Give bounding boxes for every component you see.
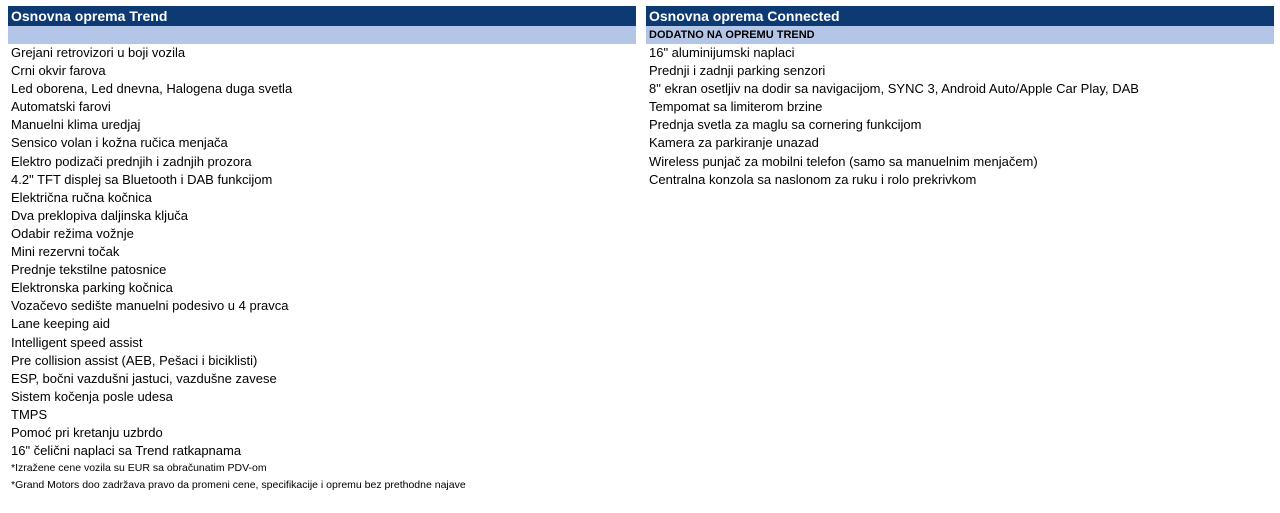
footnote: *Izražene cene vozila su EUR sa obračunatim PDV-om [11, 462, 267, 475]
equipment-item: Wireless punjač za mobilni telefon (samo sa manuelnim menjačem) [649, 153, 1038, 169]
equipment-item: Prednje tekstilne patosnice [11, 262, 167, 278]
equipment-item: Grejani retrovizori u boji vozila [11, 45, 186, 60]
equipment-item: Električna ručna kočnica [11, 189, 152, 205]
equipment-item: Pomoć pri kretanju uzbrdo [11, 424, 163, 440]
equipment-item: 4.2" TFT displej sa Bluetooth i DAB funkcijom [11, 171, 273, 187]
equipment-item: 16" aluminijumski naplaci [649, 45, 795, 60]
connected-title: Osnovna oprema Connected [646, 6, 1274, 26]
equipment-item: Tempomat sa limiterom brzine [649, 99, 823, 115]
footnote: *Grand Motors doo zadržava pravo da promeni cene, specifikacije i opremu bez prethodne najave [11, 478, 466, 491]
equipment-item: Centralna konzola sa naslonom za ruku i rolo prekrivkom [649, 171, 977, 187]
equipment-item: Manuelni klima uredjaj [11, 117, 141, 133]
connected-equipment-section [646, 6, 1274, 189]
equipment-item: Prednja svetla za maglu sa cornering funkcijom [649, 117, 922, 133]
equipment-item: Kamera za parkiranje unazad [649, 135, 819, 151]
equipment-item: Prednji i zadnji parking senzori [649, 63, 826, 79]
equipment-item: Elektro podizači prednjih i zadnjih prozora [11, 153, 252, 169]
equipment-item: TMPS [11, 406, 48, 422]
equipment-item: Elektronska parking kočnica [11, 280, 173, 296]
trend-equipment-section [8, 6, 636, 493]
equipment-item: Dva preklopiva daljinska ključa [11, 207, 189, 223]
connected-items-list [646, 44, 1274, 189]
equipment-item: Lane keeping aid [11, 316, 111, 332]
equipment-item: ESP, bočni vazdušni jastuci, vazdušne zavese [11, 370, 277, 386]
connected-subheader: DODATNO NA OPREMU TREND [646, 26, 1274, 44]
equipment-item: Intelligent speed assist [11, 334, 143, 350]
trend-items-list [8, 44, 636, 460]
equipment-item: Pre collision assist (AEB, Pešaci i biciklisti) [11, 352, 258, 368]
equipment-item: Odabir režima vožnje [11, 225, 134, 241]
equipment-item: 8" ekran osetljiv na dodir sa navigacijom, SYNC 3, Android Auto/Apple Car Play, DAB [649, 81, 1139, 97]
trend-subheader [8, 26, 636, 44]
equipment-item: Sistem kočenja posle udesa [11, 388, 173, 404]
equipment-item: Sensico volan i kožna ručica menjača [11, 135, 228, 151]
equipment-item: Mini rezervni točak [11, 244, 120, 260]
trend-title: Osnovna oprema Trend [8, 6, 636, 26]
equipment-item: Led oborena, Led dnevna, Halogena duga svetla [11, 81, 293, 97]
footnotes [8, 460, 636, 493]
equipment-item: 16" čelični naplaci sa Trend ratkapnama [11, 443, 242, 459]
equipment-item: Vozačevo sedište manuelni podesivo u 4 pravca [11, 298, 289, 314]
equipment-item: Crni okvir farova [11, 63, 106, 79]
equipment-item: Automatski farovi [11, 99, 111, 115]
